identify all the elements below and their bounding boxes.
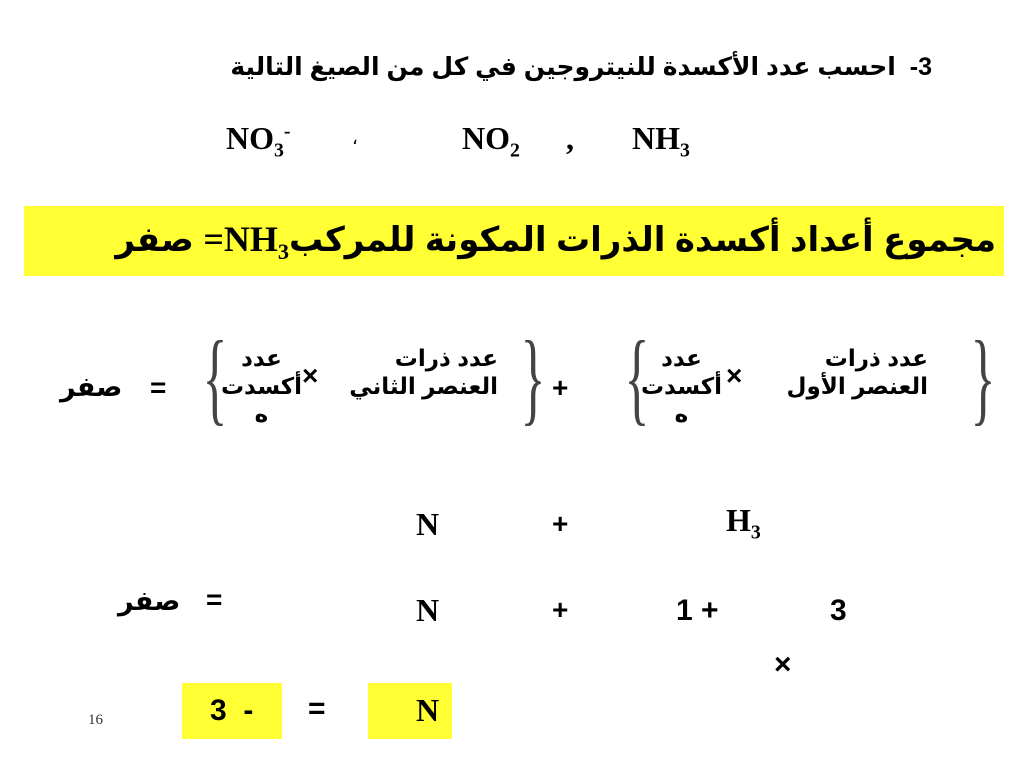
term2-atoms: عدد ذرات العنصر الثاني xyxy=(349,345,498,399)
question-number: 3- xyxy=(909,53,932,81)
term2-oxidation: عدد أكسدت ه xyxy=(220,345,302,427)
row3-equals: = xyxy=(206,584,223,615)
term1-atoms: عدد ذرات العنصر الأول xyxy=(786,345,928,399)
row2-h3: $H_3$ xyxy=(726,502,761,544)
row3-plus-one: 1 + xyxy=(676,594,719,627)
banner-text: مجموع أعداد أكسدة الذرات المكونة للمركب xyxy=(289,221,996,259)
row2-n: N xyxy=(416,506,440,542)
equation-plus: + xyxy=(552,372,569,403)
answer-equals: = xyxy=(308,692,326,725)
formula-separator: , xyxy=(566,120,574,156)
brace-left-term1: { xyxy=(624,320,650,435)
brace-left-term2: { xyxy=(202,320,228,435)
brace-right-term1: } xyxy=(970,320,996,435)
row3-result: صفر xyxy=(118,586,181,616)
formula-nh3: $NH_3$ xyxy=(632,120,690,162)
row3-n: N xyxy=(416,592,440,628)
equation-result: صفر xyxy=(60,372,123,402)
formula-separator: ، xyxy=(352,128,358,148)
equation-equals: = xyxy=(150,372,167,403)
formula-no3: $NO_3^-$ xyxy=(226,120,291,162)
formula-no2: $NO_2$ xyxy=(462,120,520,162)
brace-right-term2: } xyxy=(520,320,546,435)
answer-value: 3 - xyxy=(210,694,254,727)
banner-equals: = xyxy=(203,219,224,259)
rule-banner-text xyxy=(115,218,996,265)
row3-three: 3 xyxy=(830,594,847,627)
banner-formula: $NH_3$ xyxy=(223,219,290,265)
question-body: احسب عدد الأكسدة للنيتروجين في كل من الصيغ التالية xyxy=(230,53,896,81)
slide-number: 16 xyxy=(88,712,103,728)
term1-oxidation: عدد أكسدت ه xyxy=(640,345,722,427)
row2-plus: + xyxy=(552,508,569,539)
row3-plus: + xyxy=(552,594,569,625)
banner-result: صفر xyxy=(115,221,194,259)
answer-n: N xyxy=(416,692,440,728)
term2-times: × xyxy=(302,360,319,391)
question-text xyxy=(230,52,932,82)
row3-times: × xyxy=(774,648,792,681)
term1-times: × xyxy=(726,360,743,391)
answer-n-box xyxy=(368,683,452,739)
